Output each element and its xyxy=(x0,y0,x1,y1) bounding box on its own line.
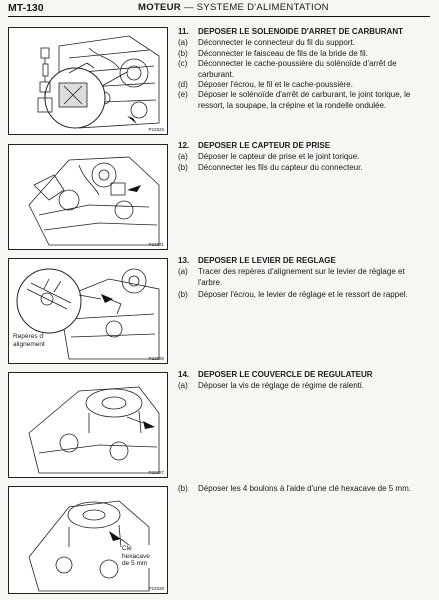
page-number: MT-130 xyxy=(8,2,44,14)
item-text: Tracer des repères d'alignement sur le levier de réglage et l'arbre. xyxy=(198,267,405,287)
step-14 xyxy=(178,370,428,392)
figure-governor-cover xyxy=(8,372,168,478)
list-item xyxy=(178,163,428,173)
list-item xyxy=(178,484,428,494)
figure-adjusting-lever xyxy=(8,258,168,364)
illustration-hex-wrench xyxy=(9,487,167,593)
figure-fuel-cut-solenoid xyxy=(8,27,168,135)
step-heading xyxy=(178,256,428,266)
item-letter: (c) xyxy=(178,59,188,69)
figure-number: P22925 xyxy=(148,127,164,132)
figure-number: P22926 xyxy=(148,356,164,361)
item-letter: (a) xyxy=(178,381,188,391)
step-number: 11. xyxy=(178,27,189,36)
list-item xyxy=(178,267,428,288)
item-letter: (b) xyxy=(178,290,188,300)
illustration-fuel-cut-solenoid xyxy=(9,28,167,134)
step-title: DEPOSER LE CAPTEUR DE PRISE xyxy=(198,141,331,150)
list-item xyxy=(178,381,428,391)
header-subsection: SYSTEME D'ALIMENTATION xyxy=(196,2,329,13)
header-title xyxy=(138,2,329,13)
figure-hex-wrench xyxy=(8,486,168,594)
step-12 xyxy=(178,141,428,173)
callout-hex-wrench: Clé hexacave de 5 mm xyxy=(122,545,150,567)
item-letter: (b) xyxy=(178,484,188,493)
list-item xyxy=(178,152,428,162)
illustration-governor-cover xyxy=(9,373,167,477)
list-item xyxy=(178,38,428,48)
figure-number: P22927 xyxy=(148,470,164,475)
step-number: 14. xyxy=(178,370,190,379)
item-text: Déposer le solénoïde d'arrêt de carburant, le joint torique, le ressort, la soupape, la crépine et la rondelle ondulée. xyxy=(198,90,411,110)
item-text: Déconnecter le faisceau de fils de la bride de fil. xyxy=(198,48,368,58)
list-item xyxy=(178,49,428,59)
header-separator: — xyxy=(183,2,194,13)
item-letter: (b) xyxy=(178,162,188,172)
item-text: Déposer l'écrou, le levier de réglage et le ressort de rappel. xyxy=(198,290,408,300)
step-title: DEPOSER LE COUVERCLE DE REGULATEUR xyxy=(198,370,373,379)
page-header xyxy=(8,2,430,16)
item-letter: (a) xyxy=(178,267,188,277)
item-letter: (d) xyxy=(178,80,188,90)
step-heading xyxy=(178,141,428,151)
item-text: Déconnecter le connecteur du fil du support. xyxy=(198,38,355,48)
item-text: Déconnecter le cache-poussière du solénoïde d'arrêt de carburant. xyxy=(198,59,397,79)
callout-alignment-marks: Repères d' alignement xyxy=(13,333,45,348)
item-text: Déposer les 4 boulons à l'aide d'une clé hexacave de 5 mm. xyxy=(198,484,411,493)
list-item xyxy=(178,90,428,111)
item-letter: (a) xyxy=(178,38,188,48)
item-letter: (b) xyxy=(178,48,188,58)
header-section: MOTEUR xyxy=(138,2,181,13)
item-text: Déconnecter les fils du capteur du connecteur. xyxy=(198,162,363,172)
step-number: 12. xyxy=(178,141,190,150)
illustration-cam-sensor xyxy=(9,145,167,249)
item-text: Déposer le capteur de prise et le joint torique. xyxy=(198,152,360,162)
list-item xyxy=(178,80,428,90)
step-title: DEPOSER LE LEVIER DE REGLAGE xyxy=(198,256,336,265)
list-item xyxy=(178,59,428,80)
item-text: Déposer la vis de réglage de régime de ralenti. xyxy=(198,381,364,391)
item-letter: (a) xyxy=(178,152,188,162)
figure-cam-sensor xyxy=(8,144,168,250)
step-heading xyxy=(178,27,428,37)
step-11 xyxy=(178,27,428,111)
step-title: DEPOSER LE SOLENOIDE D'ARRET DE CARBURANT xyxy=(198,27,404,36)
step-13 xyxy=(178,256,428,301)
step-14b xyxy=(178,484,428,494)
header-rule xyxy=(8,16,430,17)
step-heading xyxy=(178,370,428,380)
step-number: 13. xyxy=(178,256,190,265)
figure-number: P22928 xyxy=(148,586,164,591)
item-text: Déposer l'écrou, le fil et le cache-poussière. xyxy=(198,80,353,90)
list-item xyxy=(178,290,428,300)
item-letter: (e) xyxy=(178,90,188,100)
figure-number: P23331 xyxy=(148,242,164,247)
